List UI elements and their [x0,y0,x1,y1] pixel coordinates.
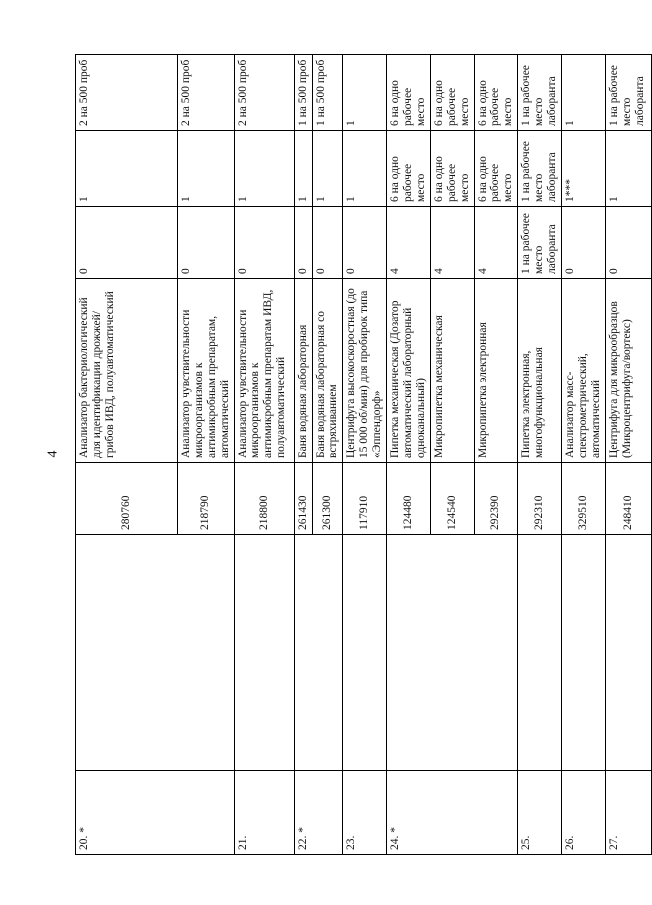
row-number: 24. * [387,771,518,855]
table-row [76,55,178,855]
qty2-cell: 1 [178,131,235,207]
name-cell: Центрифуга для микрообразцов (Микроцентрифуга/вортекс) [605,279,651,463]
code-cell: 218800 [234,463,294,535]
page-number: 4 [45,450,61,458]
table-row [343,55,387,855]
qty3-cell: 6 на одно рабочее место [387,55,431,131]
qty2-cell: 1 [76,131,178,207]
code-cell: 292310 [518,463,562,535]
subgroup-cell [234,535,294,771]
qty1-cell: 0 [605,207,651,279]
name-cell: Микропипетка электронная [474,279,518,463]
qty3-cell: 1 [343,55,387,131]
qty1-cell: 4 [387,207,431,279]
qty1-cell: 0 [312,207,343,279]
subgroup-cell [76,535,235,771]
code-cell: 124480 [387,463,431,535]
qty2-cell: 1 на рабочее место лаборанта [518,131,562,207]
code-cell: 248410 [605,463,651,535]
name-cell: Анализатор масс-спектрометрический, автоматический [562,279,606,463]
qty3-cell: 2 на 500 проб [76,55,178,131]
qty1-cell: 4 [430,207,474,279]
qty3-cell: 1 [562,55,606,131]
qty3-cell: 2 на 500 проб [178,55,235,131]
code-cell: 329510 [562,463,606,535]
qty1-cell: 1 на рабочее место лаборанта [518,207,562,279]
qty2-cell: 1 [343,131,387,207]
row-number: 27. [605,771,651,855]
table-row [234,55,294,855]
table-row [387,55,431,855]
table-row [605,55,651,855]
qty2-cell: 6 на одно рабочее место [387,131,431,207]
code-cell: 261300 [312,463,343,535]
qty2-cell: 1 [234,131,294,207]
qty3-cell: 2 на 500 проб [234,55,294,131]
qty1-cell: 0 [178,207,235,279]
name-cell: Баня водяная лабораторная [294,279,312,463]
subgroup-cell [387,535,518,771]
qty3-cell: 6 на одно рабочее место [474,55,518,131]
qty1-cell: 0 [343,207,387,279]
qty3-cell: 1 на рабочее место лаборанта [518,55,562,131]
qty2-cell: 6 на одно рабочее место [474,131,518,207]
qty3-cell: 1 на 500 проб [294,55,312,131]
code-cell: 218790 [178,463,235,535]
subgroup-cell [294,535,343,771]
qty2-cell: 1 [312,131,343,207]
table-row [294,55,312,855]
name-cell: Баня водяная лабораторная со встряхиванием [312,279,343,463]
equipment-table [75,54,652,855]
name-cell: Пипетка электронная, многофункциональная [518,279,562,463]
qty1-cell: 4 [474,207,518,279]
qty1-cell: 0 [234,207,294,279]
code-cell: 292390 [474,463,518,535]
table-row [562,55,606,855]
name-cell: Пипетка механическая (Дозатор автоматический лабораторный одноканальный) [387,279,431,463]
name-cell: Микропипетка механическая [430,279,474,463]
name-cell: Анализатор бактериологический для идентификации дрожжей/грибов ИВД, полуавтоматический [76,279,178,463]
code-cell: 261430 [294,463,312,535]
qty3-cell: 1 на рабочее место лаборанта [605,55,651,131]
qty2-cell: 1*** [562,131,606,207]
row-number: 20. * [76,771,235,855]
subgroup-cell [343,535,387,771]
subgroup-cell [518,535,562,771]
code-cell: 124540 [430,463,474,535]
qty1-cell: 0 [294,207,312,279]
qty2-cell: 1 [605,131,651,207]
qty2-cell: 1 [294,131,312,207]
qty1-cell: 0 [76,207,178,279]
row-number: 22. * [294,771,343,855]
qty1-cell: 0 [562,207,606,279]
code-cell: 280760 [76,463,178,535]
name-cell: Центрифуга высокоскоростная (до 15 000 об/мин) для пробирок типа «Эппендорф» [343,279,387,463]
name-cell: Анализатор чувствительности микроорганизмов к антимикробным препаратам, автоматический [178,279,235,463]
qty2-cell: 6 на одно рабочее место [430,131,474,207]
row-number: 25. [518,771,562,855]
name-cell: Анализатор чувствительности микроорганизмов к антимикробным препаратам ИВД, полуавтоматический [234,279,294,463]
row-number: 26. [562,771,606,855]
row-number: 21. [234,771,294,855]
rotated-table-wrapper [75,55,646,855]
qty3-cell: 1 на 500 проб [312,55,343,131]
code-cell: 117910 [343,463,387,535]
subgroup-cell [605,535,651,771]
table-row [518,55,562,855]
qty3-cell: 6 на одно рабочее место [430,55,474,131]
subgroup-cell [562,535,606,771]
row-number: 23. [343,771,387,855]
